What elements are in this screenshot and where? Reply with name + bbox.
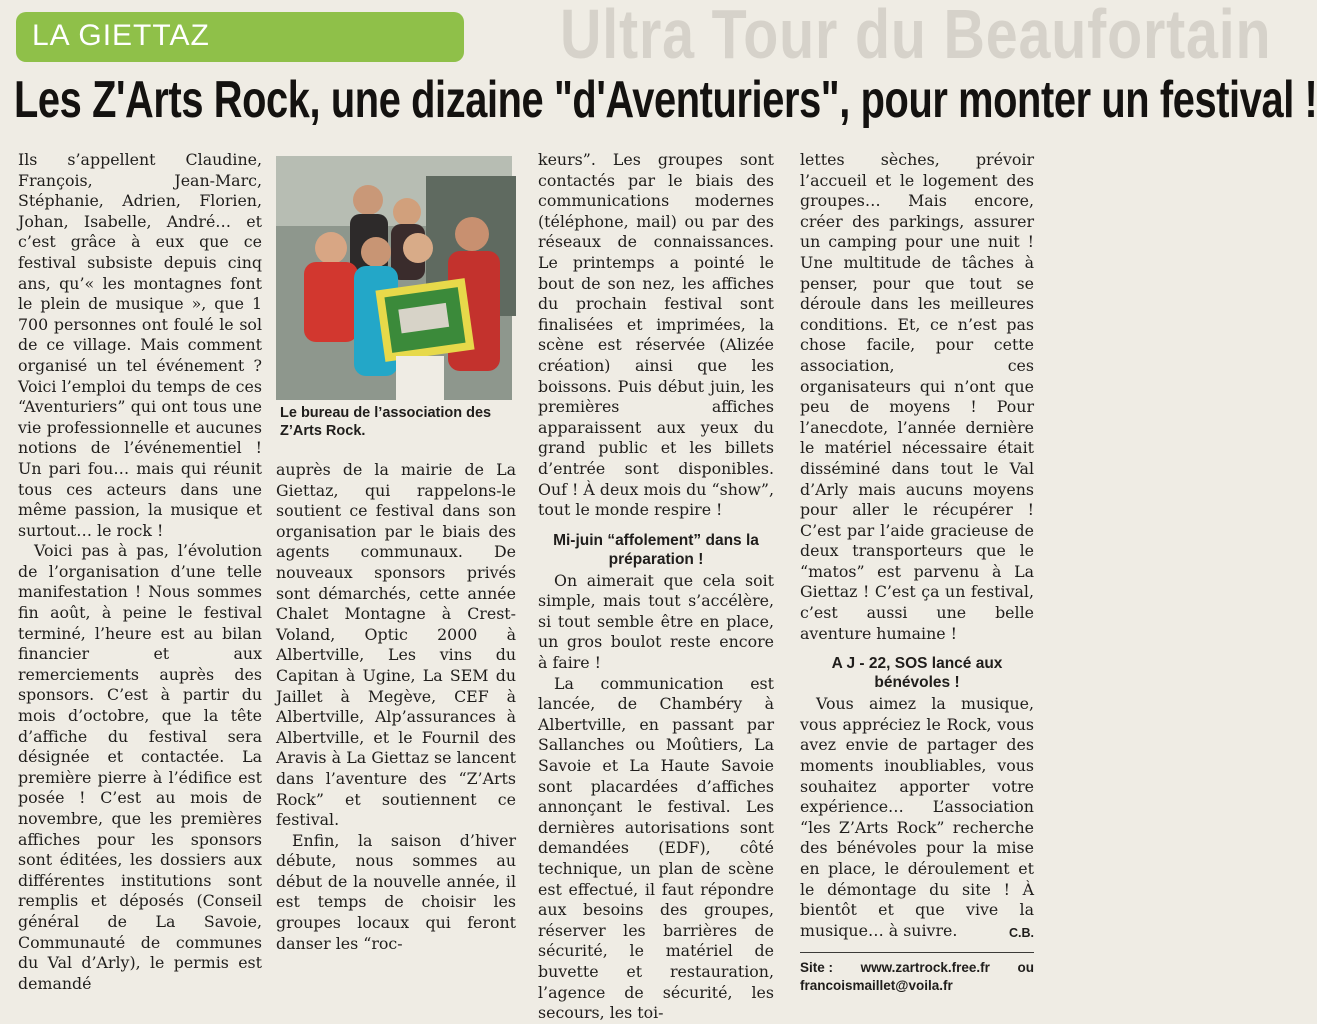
paragraph: La communication est lancée, de Chambéry à Albertville, en passant par Sallanches ou Moûtiers, La Savoie et La Haute Savoie sont placardées d’affiches annonçant le festival. Les dernières autorisations sont demandées (EDF), côté technique, un plan de scène est effectué, il faut répondre aux besoins des groupes, réserver les barrières de sécurité, le matériel de buvette et restauration, l’agence de sécurité, les secours, les toi- xyxy=(538,673,774,1023)
contact-info xyxy=(800,959,1034,995)
paragraph: Ils s’appellent Claudine, François, Jean-Marc, Stéphanie, Adrien, Florien, Johan, Isabelle, André… et c’est grâce à eux que ce festival subsiste depuis cinq ans, qu’« les montagnes font le plein de musique », que 1 700 personnes ont foulé le sol de ce village. Mais comment organisé un tel événement ? Voici l’emploi du temps de ces “Aventuriers” qui ont tous une vie professionnelle et aucunes notions de l’événementiel ! Un pari fou… mais qui réunit tous ces acteurs dans une même passion, la musique et surtout… le rock ! xyxy=(18,150,262,540)
paragraph: keurs”. Les groupes sont contactés par le biais des communications modernes (téléphone, mail) ou par des réseaux de connaissances. Le printemps a pointé le bout de son nez, les affiches du prochain festival sont finalisées et imprimées, la scène est réservée (Alizée création) ainsi que les boissons. Puis début juin, les premières affiches apparaissent aux yeux du grand public et les billets d’entrée sont disponibles. Ouf ! À deux mois du “show”, tout le monde respire ! xyxy=(538,150,774,520)
background-headline: Ultra Tour du Beaufortain xyxy=(560,0,1272,73)
paragraph: On aimerait que cela soit simple, mais tout s’accélère, si tout semble être en place, un gros boulot reste encore à faire ! xyxy=(538,570,774,673)
paragraph: lettes sèches, prévoir l’accueil et le logement des groupes… Mais encore, créer des parkings, assurer un camping pour une nuit ! Une multitude de tâches à penser, pour que tout se déroule dans les meilleures conditions. Et, ce n’est pas chose facile, pour cette association, ces organisateurs qui n’ont que peu de moyens ! Pour l’anecdote, l’année dernière le matériel nécessaire était disséminé dans tout le Val d’Arly mais aucuns moyens pour aller le récupérer ! C’est par l’aide gracieuse de deux transporteurs que le “matos” est parvenu à La Giettaz ! C’est ça un festival, c’est aussi une belle aventure humaine ! xyxy=(800,150,1034,643)
site-label: Site : xyxy=(800,959,834,975)
site-or: ou xyxy=(1017,959,1034,975)
paragraph: Vous aimez la musique, vous appréciez le Rock, vous avez envie de partager des moments inoubliables, vous souhaitez apporter votre expérience… L’association “les Z’Arts Rock” recherche des bénévoles pour la mise en place, le déroulement et le démontage du site ! À bientôt et que vive la musique… à suivre. xyxy=(800,694,1034,940)
contact-email: francoismaillet@voila.fr xyxy=(800,977,953,993)
article-column-4 xyxy=(800,150,1034,995)
section-tag xyxy=(16,12,464,62)
article-column-1 xyxy=(18,150,262,994)
article-column-3 xyxy=(538,150,774,1024)
subheading: Mi-juin “affolement” dans la préparation ! xyxy=(553,531,759,568)
divider xyxy=(800,952,1034,953)
group-photo-icon xyxy=(276,156,512,400)
headline: Les Z'Arts Rock, une dizaine "d'Aventuriers", pour monter un festival ! xyxy=(14,71,1317,129)
subheading: A J - 22, SOS lancé aux bénévoles ! xyxy=(831,655,1003,692)
article-column-2 xyxy=(276,460,516,954)
paragraph: auprès de la mairie de La Giettaz, qui rappelons-le soutient ce festival dans son organisation par le biais des agents communaux. De nouveaux sponsors privés sont démarchés, cette année Chalet Montagne à Crest-Voland, Optic 2000 à Albertville, Les vins du Capitan à Ugine, La SEM du Jaillet à Megève, CEF à Albertville, Alp’assurances à Albertville, et le Fournil des Aravis à La Giettaz se lancent dans l’aventure des “Z’Arts Rock” et soutiennent ce festival. xyxy=(276,460,516,830)
paragraph: Enfin, la saison d’hiver débute, nous sommes au début de la nouvelle année, il est temps de choisir les groupes locaux qui feront danser les “roc- xyxy=(276,830,516,953)
section-tag-label: LA GIETTAZ xyxy=(32,19,210,52)
group-photo xyxy=(276,156,512,400)
site-url: www.zartrock.free.fr xyxy=(860,959,990,975)
paragraph: Voici pas à pas, l’évolution de l’organisation d’une telle manifestation ! Nous sommes fin août, à peine le festival terminé, l’heure est au bilan financier et aux remerciements auprès des sponsors. C’est à partir du mois d’octobre, que la tête d’affiche du festival sera désignée et contactée. La première pierre à l’édifice est posée ! C’est au mois de novembre, que les premières affiches pour les sponsors sont éditées, les dossiers aux différentes institutions sont remplis et déposés (Conseil général de La Savoie, Communauté de communes du Val d’Arly), le permis est demandé xyxy=(18,541,262,993)
author-signature: C.B. xyxy=(1009,926,1034,941)
photo-caption: Le bureau de l’association des Z’Arts Rock. xyxy=(280,405,492,439)
